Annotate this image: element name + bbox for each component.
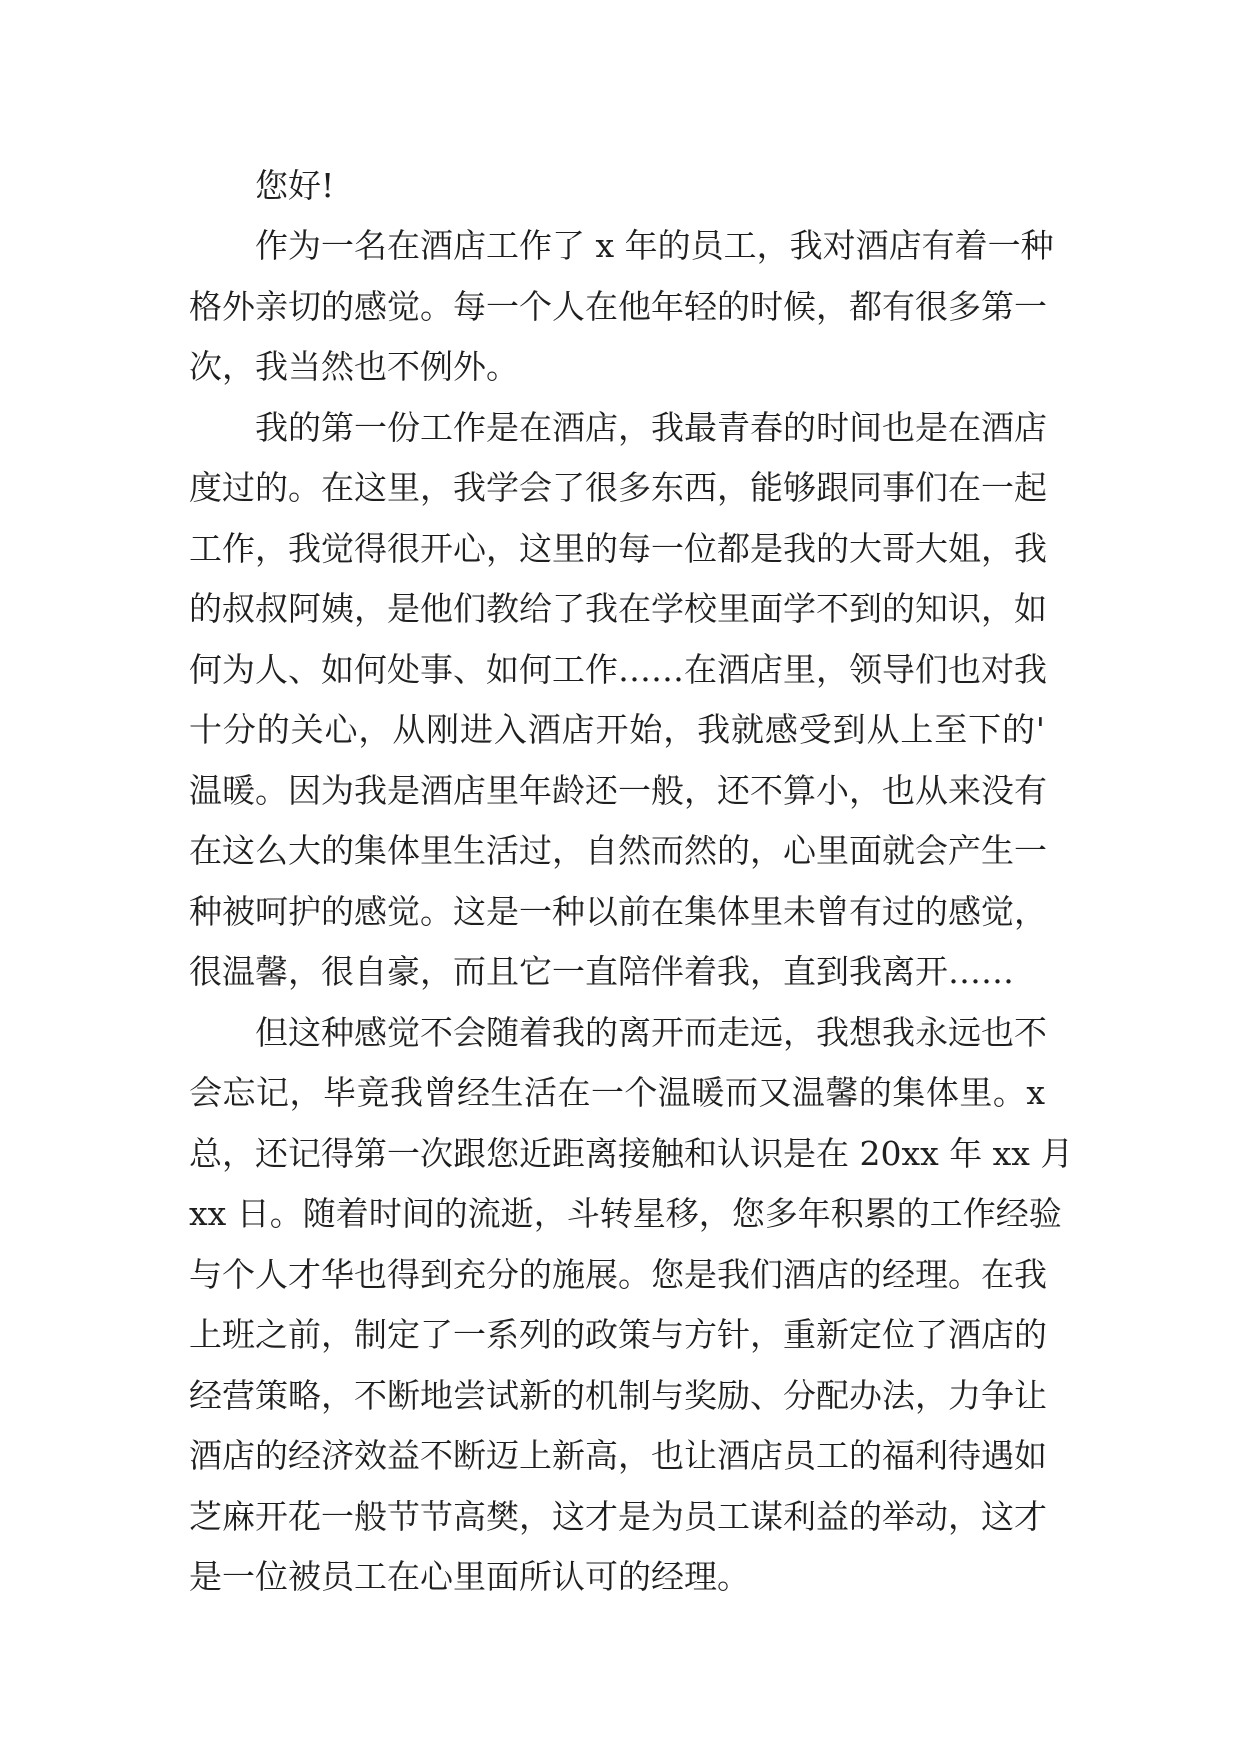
paragraph-line: 酒店的经济效益不断迈上新高，也让酒店员工的福利待遇如 [189, 1436, 1047, 1475]
paragraph-line: 但这种感觉不会随着我的离开而走远，我想我永远也不 [255, 1013, 1047, 1052]
paragraph-line: 种被呵护的感觉。这是一种以前在集体里未曾有过的感觉， [189, 892, 1047, 931]
paragraph-line: 工作，我觉得很开心，这里的每一位都是我的大哥大姐，我 [189, 529, 1047, 568]
paragraph-line: 温暖。因为我是酒店里年龄还一般，还不算小，也从来没有 [189, 771, 1047, 810]
paragraph-line: 经营策略，不断地尝试新的机制与奖励、分配办法，力争让 [189, 1376, 1047, 1415]
paragraph-line: 总，还记得第一次跟您近距离接触和认识是在 20xx 年 xx 月 [189, 1134, 1074, 1173]
paragraph-line: 我的第一份工作是在酒店，我最青春的时间也是在酒店 [255, 408, 1047, 447]
paragraph-line: 会忘记，毕竟我曾经生活在一个温暖而又温馨的集体里。x [189, 1073, 1045, 1112]
paragraph-line: 的叔叔阿姨，是他们教给了我在学校里面学不到的知识，如 [189, 589, 1047, 628]
paragraph-line: 十分的关心，从刚进入酒店开始，我就感受到从上至下的' [189, 710, 1045, 749]
paragraph-line: 何为人、如何处事、如何工作……在酒店里，领导们也对我 [189, 650, 1047, 689]
paragraph-line: 在这么大的集体里生活过，自然而然的，心里面就会产生一 [189, 831, 1047, 870]
paragraph-line: 是一位被员工在心里面所认可的经理。 [189, 1557, 750, 1596]
paragraph-line: 格外亲切的感觉。每一个人在他年轻的时候，都有很多第一 [189, 287, 1047, 326]
paragraph-line: 次，我当然也不例外。 [189, 347, 519, 386]
paragraph-line: 芝麻开花一般节节高樊，这才是为员工谋利益的举动，这才 [189, 1497, 1047, 1536]
paragraph-line: 很温馨，很自豪，而且它一直陪伴着我，直到我离开…… [189, 952, 1014, 991]
paragraph-line: 度过的。在这里，我学会了很多东西，能够跟同事们在一起 [189, 468, 1047, 507]
paragraph-line: 上班之前，制定了一系列的政策与方针，重新定位了酒店的 [189, 1315, 1047, 1354]
paragraph-line: 作为一名在酒店工作了 x 年的员工，我对酒店有着一种 [255, 226, 1054, 265]
greeting: 您好! [255, 166, 335, 205]
paragraph-line: 与个人才华也得到充分的施展。您是我们酒店的经理。在我 [189, 1255, 1047, 1294]
paragraph-line: xx 日。随着时间的流逝，斗转星移，您多年积累的工作经验 [189, 1194, 1062, 1233]
